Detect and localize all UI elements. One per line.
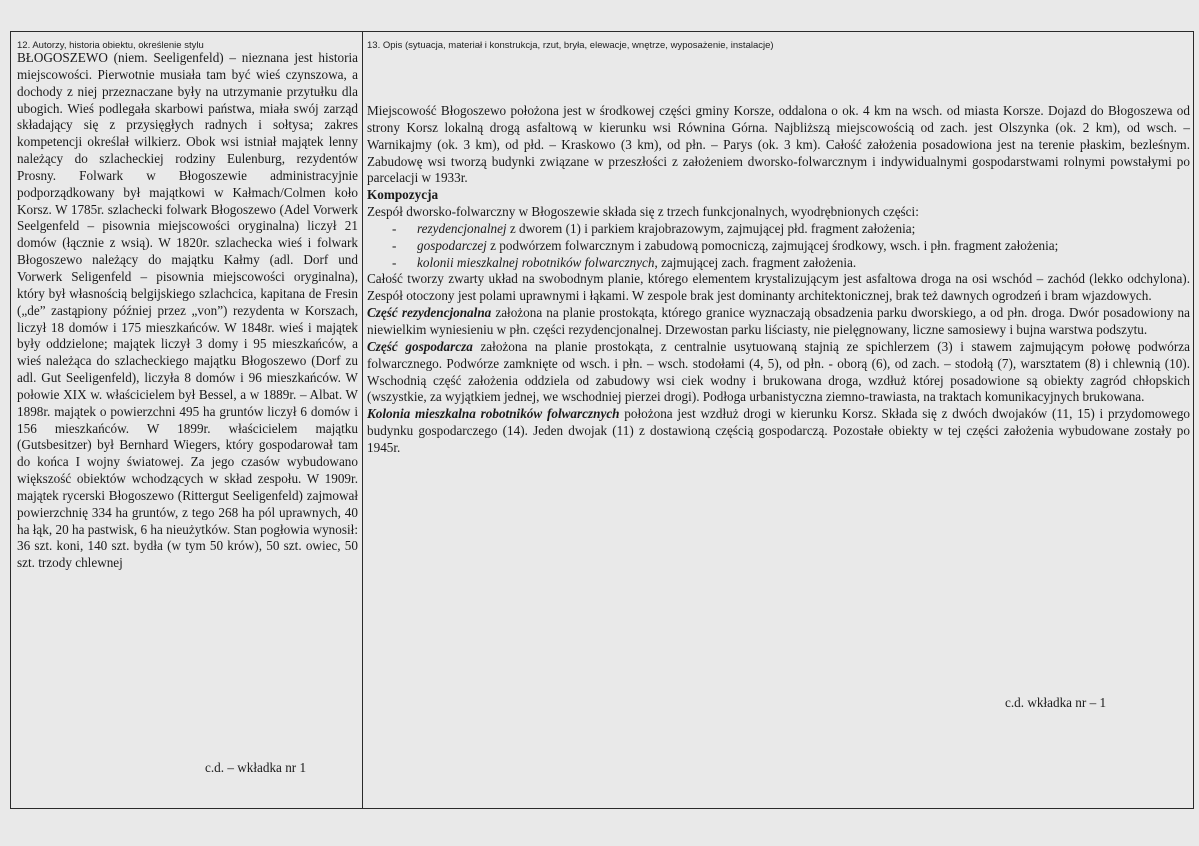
section-12-header: 12. Autorzy, historia obiektu, określenie stylu [17,40,204,51]
residential-term: Część rezydencjonalna [367,305,492,321]
left-continuation-note: c.d. – wkładka nr 1 [205,760,307,775]
list-item: - rezydencjonalnej z dworem (1) i parkiem krajobrazowym, zajmującej płd. fragment założenia; [392,220,916,236]
right-continuation-note: c.d. wkładka nr – 1 [1005,695,1107,710]
column-divider [362,31,363,809]
layout-paragraph: Całość tworzy zwarty układ na swobodnym planie, którego elementem krystalizującym jest asfaltowa droga na osi wschód – zachód (lekko odchylona). Zespół otoczony jest polami uprawnymi i łąkami. W zespole brak jest dominanty architektonicznej, brak też dawnych ogrodzeń i bram wjazdowych. [367,271,1190,304]
list-item: - kolonii mieszkalnej robotników folwarcznych, zajmującej zach. fragment założenia. [392,254,857,270]
list-item-term: gospodarczej [417,237,487,253]
farm-term: Część gospodarcza [367,338,473,354]
description-column [367,103,1190,457]
residential-paragraph: Część rezydencjonalna założona na planie prostokąta, którego granice wyznaczają obsadzenia parku dworskiego, a od płn. droga. Dwór posadowiony na niewielkim wyniesieniu w płn. części rezydencjonalnej. Drzewostan parku liściasty, nie pielęgnowany, liczne samosiewy i bujna warstwa podszytu. [367,305,1190,337]
section-13-header: 13. Opis (sytuacja, materiał i konstrukcja, rzut, bryła, elewacje, wnętrze, wyposażenie, instalacje) [367,40,774,51]
list-item-text: z podwórzem folwarcznym i zabudową pomocniczą, zajmującej środkowy, wsch. i płn. fragment założenia; [486,237,1059,253]
list-item-term: rezydencjonalnej [417,220,507,236]
list-item-text: z dworem (1) i parkiem krajobrazowym, zajmującej płd. fragment założenia; [506,220,916,236]
farm-paragraph: Część gospodarcza założona na planie prostokąta, z centralnie usytuowaną stajnią ze spichlerzem (3) i stawem zajmującym połowę podwórza folwarcznego. Podwórze zamknięte od wsch. i płn. – wsch. stodołami (4, 5), od płn. - oborą (6), od zach. – stodołą (7), warsztatem (8) i chlewnią (10). Wschodnią część założenia oddziela od zabudowy wsi ciek wodny i brukowana droga, wzdłuż której posadowione są obiekty zagród chłopskich (wszystkie, za wyjątkiem jednej, we wschodniej pierzei drogi). Podłoga urbanistyczna ziemno-trawiasta, na traktach komunikacyjnych brukowana. [367,338,1190,405]
composition-intro: Zespół dworsko-folwarczny w Błogoszewie składa się z trzech funkcjonalnych, wyodrębnionych części: [367,204,919,220]
colony-paragraph: Kolonia mieszkalna robotników folwarcznych położona jest wzdłuż drogi w kierunku Korsz. Składa się z dwóch dwojaków (11, 15) i przydomowego budynku gospodarczego (14). Jeden dwojak (11) z dostawioną częścią gospodarczą. Pozostałe obiekty w tej części założenia wybudowane zostały po 1945r. [367,406,1191,455]
history-column [17,50,358,572]
parts-list [367,221,1190,272]
list-item-term: kolonii mieszkalnej robotników folwarcznych [417,254,655,270]
colony-term: Kolonia mieszkalna robotników folwarcznych [367,406,620,422]
list-item-text: , zajmującej zach. fragment założenia. [654,254,857,270]
location-paragraph: Miejscowość Błogoszewo położona jest w środkowej części gminy Korsze, oddalona o ok. 4 km na wsch. od miasta Korsze. Dojazd do Błogoszewa od strony Korsz lokalną drogą asfaltową w kierunku wsi Równina Górna. Najbliższą miejscowością od zach. jest Olszynka (ok. 2 km), od wsch. – Warnikajmy (ok. 3 km), od płd. – Kraskowo (3 km), od płn. – Parys (ok. 3 km). Całość założenia posadowiona jest na terenie płaskim, bezleśnym. Zabudowę wsi tworzą budynki związane w przeszłości z założeniem dworsko-folwarcznym i indywidualnymi gospodarstwami rolnymi powstałymi po parcelacji w 1933r. [367,103,1190,186]
history-text: BŁOGOSZEWO (niem. Seeligenfeld) – nieznana jest historia miejscowości. Pierwotnie musiała tam być wieś czynszowa, a dochody z niej przeznaczane były na utrzymanie przytułku dla ubogich. Wieś podlegała skarbowi państwa, miała swój zarząd składający się z przysięgłych radnych i sołtysa; zakres kompetencji określał wilkierz. Obok wsi istniał majątek lenny należący do szlacheckiej rodziny Eulenburg, rezydentów Prosny. Folwark w Błogoszewie administracyjnie podporządkowany był majątkowi w Kałmach/Colmen koło Korsz. W 1785r. szlachecki folwark Błogoszewo (Adel Vorwerk Seelgenfeld – pisownia miejscowości oryginalna) liczył 21 domów (łącznie z wsią). W 1820r. szlachecka wieś i folwark Błogoszewo należący do majątku Kałmy (adl. Dorf und Vorwerk Seligenfeld – pisownia miejscowości oryginalna), który był własnością belgijskiego szlachcica, kapitana de Fresin („de” zastąpiony później przez „von”) rezydenta w Korszach, liczył 18 domów i 175 mieszkańców. W 1848r. wieś i majątek były oddzielone; majątek liczył 3 domy i 95 mieszkańców, a wieś należąca do szlacheckiego majątku Błogoszewo (Dorf zu adl. Gut Seeligenfeld), liczyła 8 domów i 96 mieszkańców. W połowie XIX w. właścicielem był Bessel, a w 1889r. – Albat. W 1898r. majątek o powierzchni 495 ha gruntów liczył 6 domów i 156 mieszkańców. W 1899r. właścicielem majątku (Gutsbesitzer) był Bernhard Wiegers, który gospodarował tam do końca I wojny światowej. Za jego czasów wybudowano większość obiektów wchodzących w skład zespołu. W 1909r. majątek rycerski Błogoszewo (Rittergut Seeligenfeld) zajmował powierzchnię 334 ha gruntów, z tego 268 ha pól uprawnych, 40 ha łąk, 20 ha pastwisk, 6 ha nieużytków. Stan pogłowia wynosił: 36 szt. koni, 140 szt. bydła (w tym 50 krów), 50 szt. owiec, 50 szt. trzody chlewnej [17,50,358,571]
composition-subheading: Kompozycja [367,187,439,203]
list-item: - gospodarczej z podwórzem folwarcznym i zabudową pomocniczą, zajmującej środkowy, wsch. i płn. fragment założenia; [392,237,1059,253]
